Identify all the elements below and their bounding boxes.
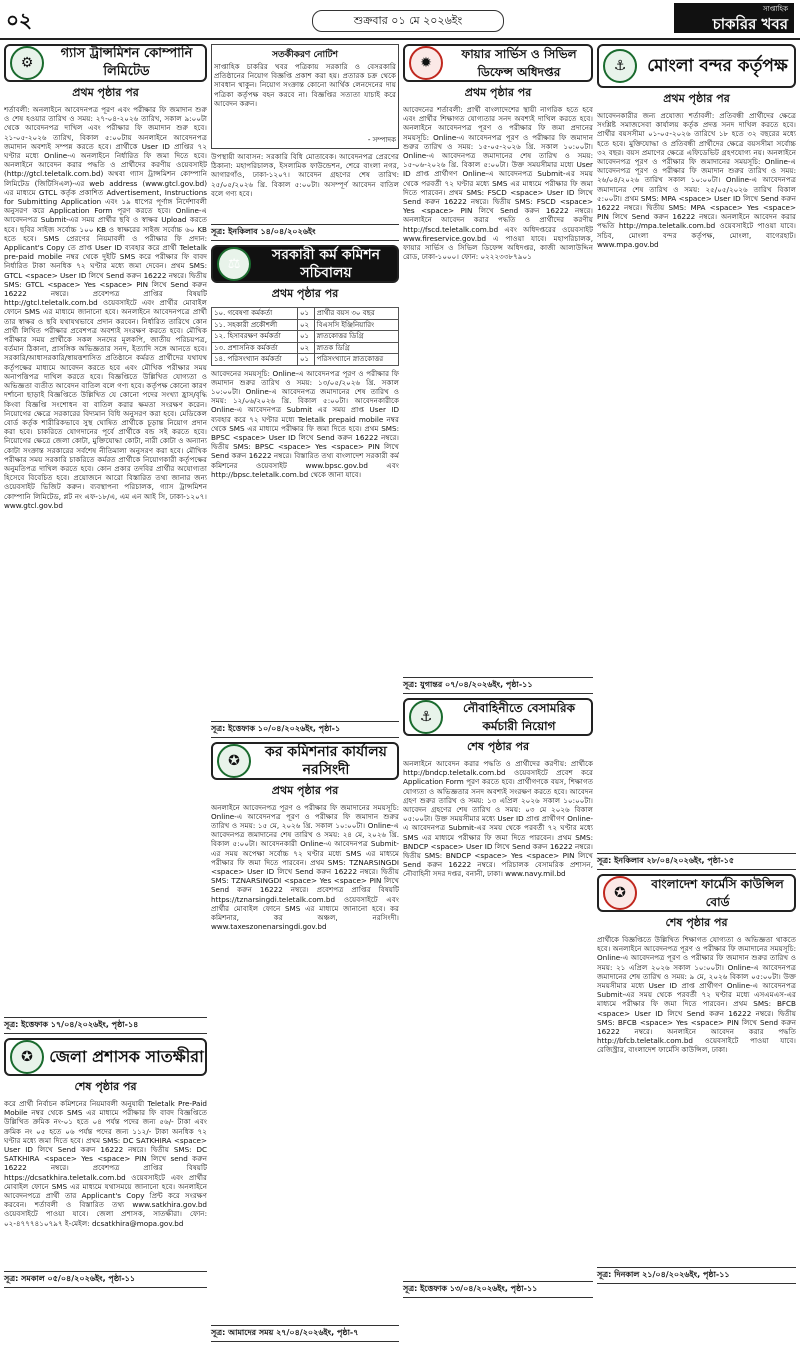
warning-notice-title: সতর্কীকরণ নোটিশ xyxy=(272,50,338,60)
dc-satkhira-banner xyxy=(4,1038,207,1076)
table-cell: ১৪. পরিসংখ্যান কর্মকর্তা xyxy=(212,354,298,366)
table-cell: ১১. সহকারী প্রকৌশলী xyxy=(212,319,298,331)
mongla-banner xyxy=(597,44,796,88)
navy-source: সূত্র: ইত্তেফাক ১৩/০৪/২০২৬ইং, পৃষ্ঠা-১১ xyxy=(403,1281,593,1298)
table-cell: ১৩. প্রশাসনিক কর্মকর্তা xyxy=(212,342,298,354)
navy-banner xyxy=(403,698,593,736)
navy-continuation: শেষ পৃষ্ঠার পর xyxy=(466,740,530,753)
table-row xyxy=(212,319,399,331)
table-row xyxy=(212,331,399,343)
mongla-body: আবেদনকারীর জন্য প্রযোজ্য শর্তাবলী: প্রতিবন্ধী প্রার্থীদের ক্ষেত্রে সংশ্লিষ্ট সমাজসেবা কার্যালয় কর্তৃক প্রদত্ত সনদ দাখিল করতে হবে। প্রার্থীর বয়সসীমা ০১-০৫-২০২৬ তারিখে ১৮ হতে ৩২ বছরের মধ্যে হতে হবে। মুক্তিযোদ্ধা ও প্রতিবন্ধী প্রার্থীদের ক্ষেত্রে বয়সসীমা সর্বোচ্চ ৩২ বছর। বয়স প্রমাণের ক্ষেত্রে এফিডেভিট গ্রহণযোগ্য নয়। অনলাইনে আবেদনপত্র পূরণ ও পরীক্ষার ফি জমাদানের সময়সূচি: Online-এ আবেদনপত্র পূরণ ও পরীক্ষার ফি জমাদান শুরুর তারিখ ও সময়: ২৬/০৪/২০২৬ তারিখ সকাল ১০:০০টা। Online-এ আবেদনপত্র জমাদানের শেষ তারিখ ও সময়: ২৫/০৫/২০২৬ তারিখ বিকাল ৫:০০টা। প্রথম SMS: MPA <space> User ID লিখে Send করুন 16222 নম্বরে। দ্বিতীয় SMS: MPA <space> Yes <space> PIN লিখে Send করুন 16222 নম্বরে। অনলাইনে আবেদন করার পদ্ধতি http://mpa.teletalk.com.bd ওয়েবসাইটে পাওয়া যাবে। সচিব, মোংলা বন্দর কর্তৃপক্ষ, মোংলা, বাগেরহাট। www.mpa.gov.bd xyxy=(597,111,796,249)
psc-title: সরকারী কর্ম কমিশন সচিবালয় xyxy=(271,247,381,281)
dc-satkhira-continuation: শেষ পৃষ্ঠার পর xyxy=(74,1080,137,1093)
table-cell: পরিসংখ্যানে স্নাতকোত্তর xyxy=(314,354,398,366)
page-header xyxy=(0,0,800,40)
tax-logo-icon: ✪ xyxy=(217,744,251,778)
mongla-source: সূত্র: ইনকিলাব ২৮/০৪/২০২৬ইং, পৃষ্ঠা-১৫ xyxy=(597,853,796,870)
table-row xyxy=(212,308,399,320)
fire-service-logo-icon: ✹ xyxy=(409,46,443,80)
fire-service-body: আবেদনের শর্তাবলী: প্রার্থী বাংলাদেশের স্থায়ী নাগরিক হতে হবে এবং প্রার্থীর শিক্ষাগত যোগ্যতার সনদ অবশ্যই দাখিল করতে হবে। অনলাইনে আবেদনপত্র পূরণ ও পরীক্ষার ফি জমা প্রদানের সময়সূচি: Online-এ আবেদনপত্র পূরণ ও পরীক্ষার ফি জমাদান শুরুর তারিখ ও সময়: ১৫-০৫-২০২৬ খ্রি. সকাল ১০:০০টা। Online-এ আবেদনপত্র জমাদানের শেষ তারিখ ও সময়: ১৫-০৬-২০২৬ খ্রি. বিকাল ৫:০০টা। উক্ত সময়সীমার মধ্যে User ID প্রাপ্ত প্রার্থীগণ Online-এ আবেদনপত্র Submit-এর সময় থেকে পরবর্তী ৭২ ঘণ্টার মধ্যে SMS এর মাধ্যমে পরীক্ষার ফি জমা দিতে পারবেন। প্রথম SMS: FSCD <space> User ID লিখে Send করুন 16222 নম্বরে। দ্বিতীয় SMS: FSCD <space> Yes <space> PIN লিখে Send করুন 16222 নম্বরে। অনলাইনে আবেদন করার পদ্ধতি ও প্রার্থীদের করণীয় http://fscd.teletalk.com.bd এবং অধিদপ্তরের ওয়েবসাইট www.fireservice.gov.bd এ পাওয়া যাবে। মহাপরিচালক, ফায়ার সার্ভিস ও সিভিল ডিফেন্স অধিদপ্তর, কাজী আলাউদ্দিন রোড, ঢাকা-১০০০। ফোন: ০২২২৩৩৮৭৯০১ xyxy=(403,105,593,262)
dc-satkhira-source: সূত্র: সমকাল ০৫/০৪/২০২৬ইং, পৃষ্ঠা-১১ xyxy=(4,1271,207,1288)
housing-source: সূত্র: ইনকিলাব ১৪/০৪/২০২৬ইং xyxy=(211,224,399,241)
table-cell: ০২ xyxy=(297,319,314,331)
masthead-brand xyxy=(674,3,794,33)
govt-seal-icon: ✪ xyxy=(10,1040,44,1074)
navy-body: অনলাইনে আবেদন করার পদ্ধতি ও প্রার্থীদের করণীয়: প্রার্থীকে http://bndcp.teletalk.com.bd ওয়েবসাইটে প্রবেশ করে Application Form পূরণ করতে হবে। প্রার্থীগণকে বয়স, শিক্ষাগত যোগ্যতা ও অভিজ্ঞতার সনদ অবশ্যই সংরক্ষণ করতে হবে। আবেদন গ্রহণ শুরুর তারিখ ও সময়: ১৩ এপ্রিল ২০২৬ সকাল ১০:০০টা। আবেদন গ্রহণের শেষ তারিখ ও সময়: ০৩ মে ২০২৬ বিকাল ০৫:০০টা। উক্ত সময়সীমার মধ্যে User ID প্রাপ্ত প্রার্থীগণ Online-এ আবেদনপত্র Submit-এর সময় থেকে পরবর্তী ৭২ ঘণ্টার মধ্যে SMS এর মাধ্যমে পরীক্ষার ফি জমা দিতে পারবেন। প্রথম SMS: BNDCP <space> User ID লিখে Send করুন 16222 নম্বরে। দ্বিতীয় SMS: BNDCP <space> Yes <space> PIN লিখে Send করুন 16222 নম্বরে। পরিচালক বেসামরিক প্রশাসন, নৌবাহিনী সদর দপ্তর, বনানী, ঢাকা। www.navy.mil.bd xyxy=(403,759,593,879)
column-3 xyxy=(403,44,593,1302)
housing-body: উপস্থায়ী আবাসন: সরকারি বিধি মোতাবেক। আবেদনপত্র প্রেরণের ঠিকানা: মহাপরিচালক, ইসলামিক ফাউন্ডেশন, শেরে বাংলা নগর, আগারগাঁও, ঢাকা-১২০৭। আবেদন গ্রহণের শেষ তারিখ: ২৫/০৫/২০২৬ খ্রি. বিকাল ৫:০০টা। অসম্পূর্ণ আবেদন বাতিল বলে গণ্য হবে। xyxy=(211,152,399,198)
board-source: সূত্র: দিনকাল ২১/০৪/২০২৬ইং, পৃষ্ঠা-১১ xyxy=(597,1267,796,1284)
tax-title: কর কমিশনার কার্যালয় নরসিংদী xyxy=(265,743,387,778)
page-number: ০২ xyxy=(6,8,33,32)
board-logo-icon: ✪ xyxy=(603,876,637,910)
tax-body: অনলাইনে আবেদনপত্র পূরণ ও পরীক্ষার ফি জমাদানের সময়সূচি: Online-এ আবেদনপত্র পূরণ ও পরীক্ষার ফি জমাদান শুরুর তারিখ ও সময়: ১৫ মে, ২০২৬ খ্রি. সকাল ১০:০০টা। Online-এ আবেদনপত্র জমাদানের শেষ তারিখ ও সময়: ২৪ মে, ২০২৬ খ্রি. বিকাল ৫:০০টা। আবেদনকারী Online-এ আবেদনপত্র Submit-এর সময় অপেক্ষা সর্বোচ্চ ৭২ ঘণ্টার মধ্যে SMS এর মাধ্যমে পরীক্ষার ফি জমা দিতে পারবেন। প্রথম SMS: TZNARSINGDI <space> User ID লিখে Send করুন 16222 নম্বরে। দ্বিতীয় SMS: TZNARSINGDI <space> Yes <space> PIN লিখে Send করুন 16222 নম্বরে। প্রবেশপত্র প্রাপ্তির বিষয়টি https://tznarsingdi.teletalk.com.bd ওয়েবসাইটে এবং প্রার্থীর মোবাইল ফোনে SMS এর মাধ্যমে জানানো হবে। কর কমিশনার, কর অঞ্চল, নরসিংদী। www.taxeszonenarsingdi.gov.bd xyxy=(211,802,399,932)
issue-date: শুক্রবার ০১ মে ২০২৬ইং xyxy=(312,10,504,32)
psc-logo-icon: ⚖ xyxy=(217,247,251,281)
gtcl-title: গ্যাস ট্রান্সমিশন কোম্পানি লিমিটেড xyxy=(60,46,193,79)
board-title: বাংলাদেশ ফার্মেসি কাউন্সিল বোর্ড xyxy=(651,877,784,909)
column-1 xyxy=(4,44,207,1292)
fire-service-title: ফায়ার সার্ভিস ও সিভিল ডিফেন্স অধিদপ্তর xyxy=(461,47,577,79)
dc-satkhira-body: করে প্রার্থী নির্বাচন কমিশনের নিয়মাবলী অনুযায়ী Teletalk Pre-Paid Mobile নম্বর থেকে SMS এর মাধ্যমে পরীক্ষার ফি বাবদ বিজ্ঞপ্তিতে উল্লিখিত ক্রমিক নং-০১ হতে ০৪ পর্যন্ত পদের জন্য ৫৬/- টাকা এবং ক্রমিক নং ০৫ হতে ০৬ পর্যন্ত পদের জন্য ১১২/- টাকা অনধিক ৭২ ঘণ্টার মধ্যে জমা দিতে হবে। প্রথম SMS: DC SATKHIRA <space> User ID লিখে Send করুন 16222 নম্বরে। দ্বিতীয় SMS: DC SATKHIRA <space> Yes <space> PIN লিখে send করুন 16222 নম্বরে। প্রবেশপত্র প্রাপ্তির বিষয়টি https://dcsatkhira.teletalk.com.bd ওয়েবসাইটে এবং প্রার্থীর মোবাইল ফোনে SMS এর মাধ্যমে যথাসময়ে জানানো হবে। অনলাইনে আবেদনপত্রে প্রার্থী তার Applicant's Copy প্রিন্ট করে সংরক্ষণ করবেন। শর্তাবলী ও বিস্তারিত তথ্য www.satkhira.gov.bd ওয়েবসাইটে পাওয়া যাবে। জেলা প্রশাসক, সাতক্ষীরা। ফোন: ০২-৪৭৭৭৪১০৭৯৭ ই-মেইল: dcsatkhira@mopa.gov.bd xyxy=(4,1099,207,1228)
table-cell: ০১ xyxy=(297,354,314,366)
gtcl-continuation: প্রথম পৃষ্ঠার পর xyxy=(72,86,139,99)
tax-banner xyxy=(211,742,399,780)
table-cell: ০১ xyxy=(297,331,314,343)
tax-source: সূত্র: আমাদের সময় ২৭/০৪/২০২৬ইং, পৃষ্ঠা-৭ xyxy=(211,1325,399,1342)
column-4 xyxy=(597,44,796,1288)
table-cell: ০২ xyxy=(297,342,314,354)
board-continuation: শেষ পৃষ্ঠার পর xyxy=(665,916,728,929)
table-cell: ১০. গবেষণা কর্মকর্তা xyxy=(212,308,298,320)
table-cell: বিএসসি ইঞ্জিনিয়ারিং xyxy=(314,319,398,331)
navy-anchor-icon: ⚓ xyxy=(409,700,443,734)
gtcl-banner xyxy=(4,44,207,82)
gtcl-body: শর্তাবলী: অনলাইনে আবেদনপত্র পূরণ এবং পরীক্ষার ফি জমাদান শুরু ও শেষ হওয়ার তারিখ ও সময়: ২৭-০৪-২০২৬ তারিখ, সকাল ৯:০০টা থেকে আবেদনপত্র দাখিল এবং পরীক্ষার ফি জমাদান শুরু হবে। ২১-০৫-২০২৬ তারিখ, বিকাল ৫:০০টায় অনলাইনে আবেদনপত্র জমাদান অবশ্যই সম্পন্ন করতে হবে। প্রার্থীকে User ID প্রাপ্তির ৭২ ঘণ্টার মধ্যে Online-এ অনলাইনে নির্ধারিত ফি জমা দিতে হবে। অনলাইনে আবেদন করার পদ্ধতি ও প্রার্থীদের করণীয় ওয়েবসাইট (http://gtcl.teletalk.com.bd) অথবা গ্যাস ট্রান্সমিশন কোম্পানি লিমিটেড (জিটিসিএল)-এর web address (www.gtcl.gov.bd) এর মাধ্যমে GTCL কর্তৃক প্রকাশিত Advertisement, Instructions for Submitting Application এবং ১৯ ধাপের পূর্ণাঙ্গ নির্দেশাবলী অনুসরণ করে Application Form পূরণ করতে হবে। Online-এ আবেদনপত্র Submit-এর সময় প্রার্থীর ছবি ও স্বাক্ষর Upload করতে হবে। ছবির সাইজ সর্বোচ্চ ১০০ KB ও স্বাক্ষরের সাইজ সর্বোচ্চ ৬০ KB হতে হবে। SMS প্রেরণের নিয়মাবলী ও পরীক্ষার ফি প্রদান: Applicant's Copy তে প্রাপ্ত User ID ব্যবহার করে প্রার্থী Teletalk pre-paid mobile নম্বর থেকে দুইটি SMS করে পরীক্ষার ফি বাবদ নির্ধারিত টাকা অনধিক ৭২ ঘণ্টার মধ্যে জমা দেবেন। প্রথম SMS: GTCL <space> User ID লিখে Send করুন 16222 নম্বরে। দ্বিতীয় SMS: GTCL <space> Yes <space> PIN লিখে Send করুন 16222 নম্বরে। প্রবেশপত্র প্রাপ্তির বিষয়টি http://gtcl.teletalk.com.bd ওয়েবসাইটে এবং প্রার্থীর মোবাইল ফোনে SMS এর মাধ্যমে জানানো হবে। অনলাইনে আবেদনপত্রে প্রার্থী তার স্বাক্ষর ও ছবি যথাযথভাবে প্রদান করবেন। নির্ধারিত তারিখে কোন প্রার্থী লিখিত পরীক্ষার প্রবেশপত্র অবশ্যই সংরক্ষণ করতে হবে। মৌখিক পরীক্ষার সময় প্রার্থীকে সকল সনদের মূলকপি, জাতীয় পরিচয়পত্র, বর্তমান ঠিকানা, প্রাসঙ্গিক অভিজ্ঞতার সনদ, ইত্যাদি সঙ্গে আনতে হবে। সরকারি/আধাসরকারি/স্বায়ত্তশাসিত প্রতিষ্ঠানে কর্মরত প্রার্থীদের যথাযথ কর্তৃপক্ষের মাধ্যমে আবেদন করতে হবে এবং মৌখিক পরীক্ষার সময় অনাপত্তিপত্র দাখিল করতে হবে। বিজ্ঞপ্তিতে উল্লিখিত যোগ্যতা ও অভিজ্ঞতা ব্যতীত আবেদন বাতিল বলে গণ্য হবে। কর্তৃপক্ষ কোনো কারণ দর্শানো ছাড়াই বিজ্ঞপ্তিতে উল্লিখিত যে কোনো পদের সংখ্যা হ্রাস/বৃদ্ধি কিংবা বিজ্ঞপ্তি সংশোধন বা বাতিল করার ক্ষমতা সংরক্ষণ করেন। নিয়োগের ক্ষেত্রে সরকারের বিদ্যমান বিধি অনুসরণ করা হবে। মেডিকেল বোর্ড কর্তৃক শারীরিকভাবে সুস্থ ঘোষিত প্রার্থীকে চূড়ান্ত নিয়োগ প্রদান করা হবে। চাকরিতে যোগদানের পূর্বে প্রার্থীকে বন্ড সই করতে হবে। নিয়োগের ক্ষেত্রে জেলা কোটা, মুক্তিযোদ্ধা কোটা, নারী কোটা ও অন্যান্য কোটা সংক্রান্ত সরকারের সর্বশেষ নীতিমালা অনুসরণ করা হবে। মৌখিক পরীক্ষার সময় সরকারি চাকরিতে কর্মরত প্রার্থীকে নিয়োগকারী কর্তৃপক্ষের অনুমতিপত্র দাখিল করতে হবে। কোন প্রকার তদবির প্রার্থীর অযোগ্যতা হিসেবে বিবেচিত হবে। প্রয়োজনে আরো বিস্তারিত তথ্য জানার জন্য ওয়েবসাইট ভিজিট করুন। ব্যবস্থাপনা পরিচালক, গ্যাস ট্রান্সমিশন কোম্পানি লিমিটেড, প্লট নং এফ-১৮/এ, এম এন আই সি, ঢাকা-১২০৭। www.gtcl.gov.bd xyxy=(4,105,207,510)
navy-title: নৌবাহিনীতে বেসামরিক কর্মচারী নিয়োগ xyxy=(462,701,575,733)
fire-service-banner xyxy=(403,44,593,82)
fire-service-source: সূত্র: যুগান্তর ০৭/০৪/২০২৬ইং, পৃষ্ঠা-১১ xyxy=(403,677,593,694)
psc-continuation: প্রথম পৃষ্ঠার পর xyxy=(271,287,339,300)
mongla-port-logo-icon: ⚓ xyxy=(603,49,637,83)
table-cell: প্রার্থীর বয়স ৩০ বছর xyxy=(314,308,398,320)
psc-banner xyxy=(211,245,399,283)
psc-posts-table xyxy=(211,307,399,366)
warning-notice-body: সাপ্তাহিক চাকরির খবর পত্রিকায় সরকারি ও বেসরকারি প্রতিষ্ঠানের নিয়োগ বিজ্ঞপ্তি প্রকাশ করা হয়। প্রতারক চক্র থেকে সাবধান থাকুন। নিয়োগ সংক্রান্ত কোনো আর্থিক লেনদেনের দায় পত্রিকা কর্তৃপক্ষ বহন করবে না। বিজ্ঞপ্তির সত্যতা যাচাই করে আবেদন করুন। xyxy=(214,62,396,108)
brand-title: চাকরির খবর xyxy=(712,15,788,33)
mongla-title: মোংলা বন্দর কর্তৃপক্ষ xyxy=(647,56,788,76)
board-body: প্রার্থীকে বিজ্ঞপ্তিতে উল্লিখিত শিক্ষাগত যোগ্যতা ও অভিজ্ঞতা থাকতে হবে। অনলাইনে আবেদনপত্র পূরণ ও পরীক্ষার ফি জমাদানের সময়সূচি: Online-এ আবেদনপত্র পূরণ ও পরীক্ষার ফি জমাদান শুরুর তারিখ ও সময়: ২১ এপ্রিল ২০২৬ সকাল ১০:০০টা। Online-এ আবেদনপত্র জমাদানের শেষ তারিখ ও সময়: ৯ মে, ২০২৬ বিকাল ০৫:০০টা। উক্ত সময়সীমার মধ্যে User ID প্রাপ্ত প্রার্থীগণ Online-এ আবেদনপত্র Submit-এর সময় থেকে পরবর্তী ৭২ ঘণ্টার মধ্যে এসএমএস-এর মাধ্যমে পরীক্ষার ফি জমা দিতে পারবেন। প্রথম SMS: BFCB <space> User ID লিখে Send করুন 16222 নম্বরে। দ্বিতীয় SMS: BFCB <space> Yes <space> PIN লিখে Send করুন 16222 নম্বরে। অনলাইনে আবেদন করার পদ্ধতি http://bfcb.teletalk.com.bd ওয়েবসাইটে পাওয়া যাবে। রেজিস্ট্রার, বাংলাদেশ ফার্মেসি কাউন্সিল, ঢাকা। xyxy=(597,935,796,1055)
table-cell: ১২. হিসাবরক্ষণ কর্মকর্তা xyxy=(212,331,298,343)
dc-satkhira-title: জেলা প্রশাসক সাতক্ষীরা xyxy=(49,1047,204,1066)
table-row xyxy=(212,354,399,366)
brand-subtitle: সাপ্তাহিক xyxy=(762,5,788,13)
mongla-continuation: প্রথম পৃষ্ঠার পর xyxy=(663,92,730,105)
warning-notice-sign: - সম্পাদক xyxy=(367,136,396,144)
psc-body: আবেদনের সময়সূচি: Online-এ আবেদনপত্র পূরণ ও পরীক্ষার ফি জমাদান শুরুর তারিখ ও সময়: ১৩/০৫/২০২৬ খ্রি. সকাল ১০:০০টা। Online-এ আবেদনপত্র জমাদানের শেষ তারিখ ও সময়: ১২/০৬/২০২৬ খ্রি. বিকাল ৫:০০টা। আবেদনকারীকে Online-এ আবেদনপত্র Submit এর সময় প্রাপ্ত User ID ব্যবহার করে ৭২ ঘণ্টার মধ্যে Teletalk prepaid mobile নম্বর থেকে SMS এর মাধ্যমে পরীক্ষার ফি জমা দিতে হবে। প্রথম SMS: BPSC <space> User ID লিখে Send করুন 16222 নম্বরে। দ্বিতীয় SMS: BPSC <space> Yes <space> PIN লিখে Send করুন 16222 নম্বরে। বিস্তারিত তথ্য বাংলাদেশ সরকারী কর্ম কমিশনের ওয়েবসাইট www.bpsc.gov.bd এবং http://bpsc.teletalk.com.bd থেকে জানা যাবে। xyxy=(211,368,399,479)
gtcl-logo-icon: ⚙ xyxy=(10,46,44,80)
board-banner xyxy=(597,874,796,912)
psc-source: সূত্র: ইত্তেফাক ১০/০৪/২০২৬ইং, পৃষ্ঠা-১ xyxy=(211,721,399,738)
table-row xyxy=(212,342,399,354)
tax-continuation: প্রথম পৃষ্ঠার পর xyxy=(271,783,339,797)
gtcl-source: সূত্র: ইত্তেফাক ১৭/০৪/২০২৬ইং, পৃষ্ঠা-১৪ xyxy=(4,1017,207,1034)
warning-notice xyxy=(211,44,399,149)
column-2 xyxy=(211,44,399,1346)
table-cell: স্নাতক ডিগ্রি xyxy=(314,342,398,354)
fire-service-continuation: প্রথম পৃষ্ঠার পর xyxy=(464,86,532,99)
table-cell: ০১ xyxy=(297,308,314,320)
table-cell: স্নাতকোত্তর ডিগ্রি xyxy=(314,331,398,343)
